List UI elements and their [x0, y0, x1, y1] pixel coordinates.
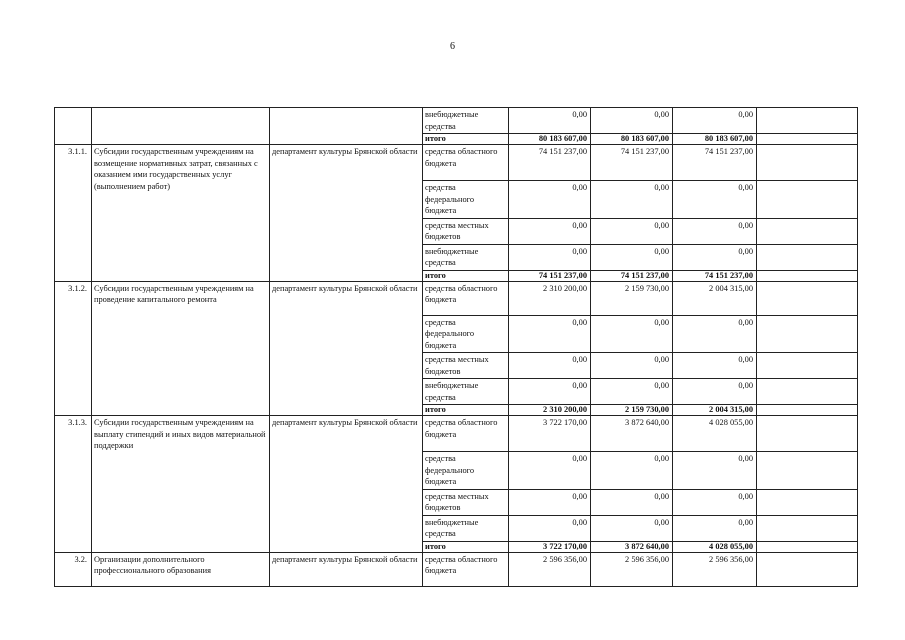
- amount-year-2: 0,00: [591, 108, 673, 134]
- amount-year-1: 3 722 170,00: [509, 541, 591, 552]
- amount-year-2: 2 159 730,00: [591, 281, 673, 315]
- amount-year-3: 0,00: [673, 108, 757, 134]
- funding-source: внебюджетные средства: [423, 244, 509, 270]
- amount-year-2: 0,00: [591, 452, 673, 490]
- amount-year-1: 0,00: [509, 452, 591, 490]
- amount-year-2: 0,00: [591, 489, 673, 515]
- amount-year-1: 0,00: [509, 181, 591, 219]
- amount-year-2: 3 872 640,00: [591, 541, 673, 552]
- amount-year-3: 80 183 607,00: [673, 134, 757, 145]
- amount-year-2: 0,00: [591, 353, 673, 379]
- amount-year-3: 2 596 356,00: [673, 552, 757, 586]
- amount-year-2: 3 872 640,00: [591, 416, 673, 452]
- amount-year-1: 0,00: [509, 244, 591, 270]
- note-cell: [757, 416, 858, 452]
- note-cell: [757, 145, 858, 181]
- amount-year-1: 80 183 607,00: [509, 134, 591, 145]
- amount-year-3: 2 004 315,00: [673, 405, 757, 416]
- amount-year-3: 2 004 315,00: [673, 281, 757, 315]
- table-row: [55, 108, 858, 134]
- amount-year-3: 0,00: [673, 489, 757, 515]
- funding-source: итого: [423, 134, 509, 145]
- amount-year-3: 0,00: [673, 353, 757, 379]
- funding-source: средства местных бюджетов: [423, 489, 509, 515]
- amount-year-3: 0,00: [673, 244, 757, 270]
- responsible-department: департамент культуры Брянской области: [270, 281, 423, 416]
- note-cell: [757, 244, 858, 270]
- funding-source: средства местных бюджетов: [423, 353, 509, 379]
- table-row: [55, 281, 858, 315]
- amount-year-2: 2 159 730,00: [591, 405, 673, 416]
- funding-source: средства областного бюджета: [423, 145, 509, 181]
- note-cell: [757, 405, 858, 416]
- amount-year-1: 0,00: [509, 108, 591, 134]
- note-cell: [757, 515, 858, 541]
- amount-year-2: 0,00: [591, 181, 673, 219]
- amount-year-2: 0,00: [591, 315, 673, 353]
- amount-year-2: 80 183 607,00: [591, 134, 673, 145]
- amount-year-2: 0,00: [591, 218, 673, 244]
- name-cell: [92, 108, 270, 145]
- note-cell: [757, 379, 858, 405]
- amount-year-2: 74 151 237,00: [591, 270, 673, 281]
- item-name: Субсидии государственным учреждениям на выплату стипендий и иных видов материальной поддержки: [92, 416, 270, 553]
- amount-year-3: 4 028 055,00: [673, 541, 757, 552]
- funding-source: средства областного бюджета: [423, 416, 509, 452]
- responsible-department: департамент культуры Брянской области: [270, 552, 423, 586]
- item-code: 3.2.: [55, 552, 92, 586]
- amount-year-1: 0,00: [509, 218, 591, 244]
- funding-source: средства областного бюджета: [423, 552, 509, 586]
- note-cell: [757, 541, 858, 552]
- note-cell: [757, 315, 858, 353]
- note-cell: [757, 218, 858, 244]
- funding-source: итого: [423, 405, 509, 416]
- amount-year-1: 0,00: [509, 489, 591, 515]
- amount-year-1: 2 310 200,00: [509, 405, 591, 416]
- funding-source: итого: [423, 541, 509, 552]
- amount-year-3: 0,00: [673, 379, 757, 405]
- item-code: 3.1.3.: [55, 416, 92, 553]
- code-cell: [55, 108, 92, 145]
- amount-year-3: 0,00: [673, 315, 757, 353]
- note-cell: [757, 353, 858, 379]
- responsible-department: департамент культуры Брянской области: [270, 145, 423, 282]
- funding-source: средства федерального бюджета: [423, 315, 509, 353]
- amount-year-3: 0,00: [673, 452, 757, 490]
- amount-year-2: 0,00: [591, 244, 673, 270]
- funding-source: итого: [423, 270, 509, 281]
- amount-year-2: 0,00: [591, 379, 673, 405]
- amount-year-3: 0,00: [673, 218, 757, 244]
- amount-year-3: 0,00: [673, 181, 757, 219]
- amount-year-2: 0,00: [591, 515, 673, 541]
- item-code: 3.1.1.: [55, 145, 92, 282]
- note-cell: [757, 181, 858, 219]
- note-cell: [757, 134, 858, 145]
- note-cell: [757, 552, 858, 586]
- table-row: [55, 416, 858, 452]
- funding-source: средства областного бюджета: [423, 281, 509, 315]
- table-row: [55, 552, 858, 586]
- amount-year-1: 2 310 200,00: [509, 281, 591, 315]
- item-code: 3.1.2.: [55, 281, 92, 416]
- note-cell: [757, 270, 858, 281]
- amount-year-3: 74 151 237,00: [673, 145, 757, 181]
- funding-source: внебюджетные средства: [423, 379, 509, 405]
- amount-year-2: 74 151 237,00: [591, 145, 673, 181]
- amount-year-1: 0,00: [509, 315, 591, 353]
- budget-table: [54, 107, 858, 587]
- table-row: [55, 145, 858, 181]
- note-cell: [757, 281, 858, 315]
- amount-year-3: 4 028 055,00: [673, 416, 757, 452]
- amount-year-1: 0,00: [509, 353, 591, 379]
- amount-year-1: 0,00: [509, 515, 591, 541]
- note-cell: [757, 452, 858, 490]
- item-name: Субсидии государственным учреждениям на возмещение нормативных затрат, связанных с оказанием ими государственных услуг (выполнением работ): [92, 145, 270, 282]
- note-cell: [757, 108, 858, 134]
- funding-source: средства федерального бюджета: [423, 181, 509, 219]
- funding-source: средства местных бюджетов: [423, 218, 509, 244]
- amount-year-1: 2 596 356,00: [509, 552, 591, 586]
- funding-source: средства федерального бюджета: [423, 452, 509, 490]
- amount-year-3: 0,00: [673, 515, 757, 541]
- dept-cell: [270, 108, 423, 145]
- amount-year-2: 2 596 356,00: [591, 552, 673, 586]
- amount-year-3: 74 151 237,00: [673, 270, 757, 281]
- amount-year-1: 3 722 170,00: [509, 416, 591, 452]
- item-name: Организации дополнительного профессионального образования: [92, 552, 270, 586]
- note-cell: [757, 489, 858, 515]
- amount-year-1: 74 151 237,00: [509, 270, 591, 281]
- funding-source: внебюджетные средства: [423, 108, 509, 134]
- funding-source: внебюджетные средства: [423, 515, 509, 541]
- amount-year-1: 74 151 237,00: [509, 145, 591, 181]
- responsible-department: департамент культуры Брянской области: [270, 416, 423, 553]
- amount-year-1: 0,00: [509, 379, 591, 405]
- page-number: 6: [450, 41, 455, 52]
- item-name: Субсидии государственным учреждениям на проведение капитального ремонта: [92, 281, 270, 416]
